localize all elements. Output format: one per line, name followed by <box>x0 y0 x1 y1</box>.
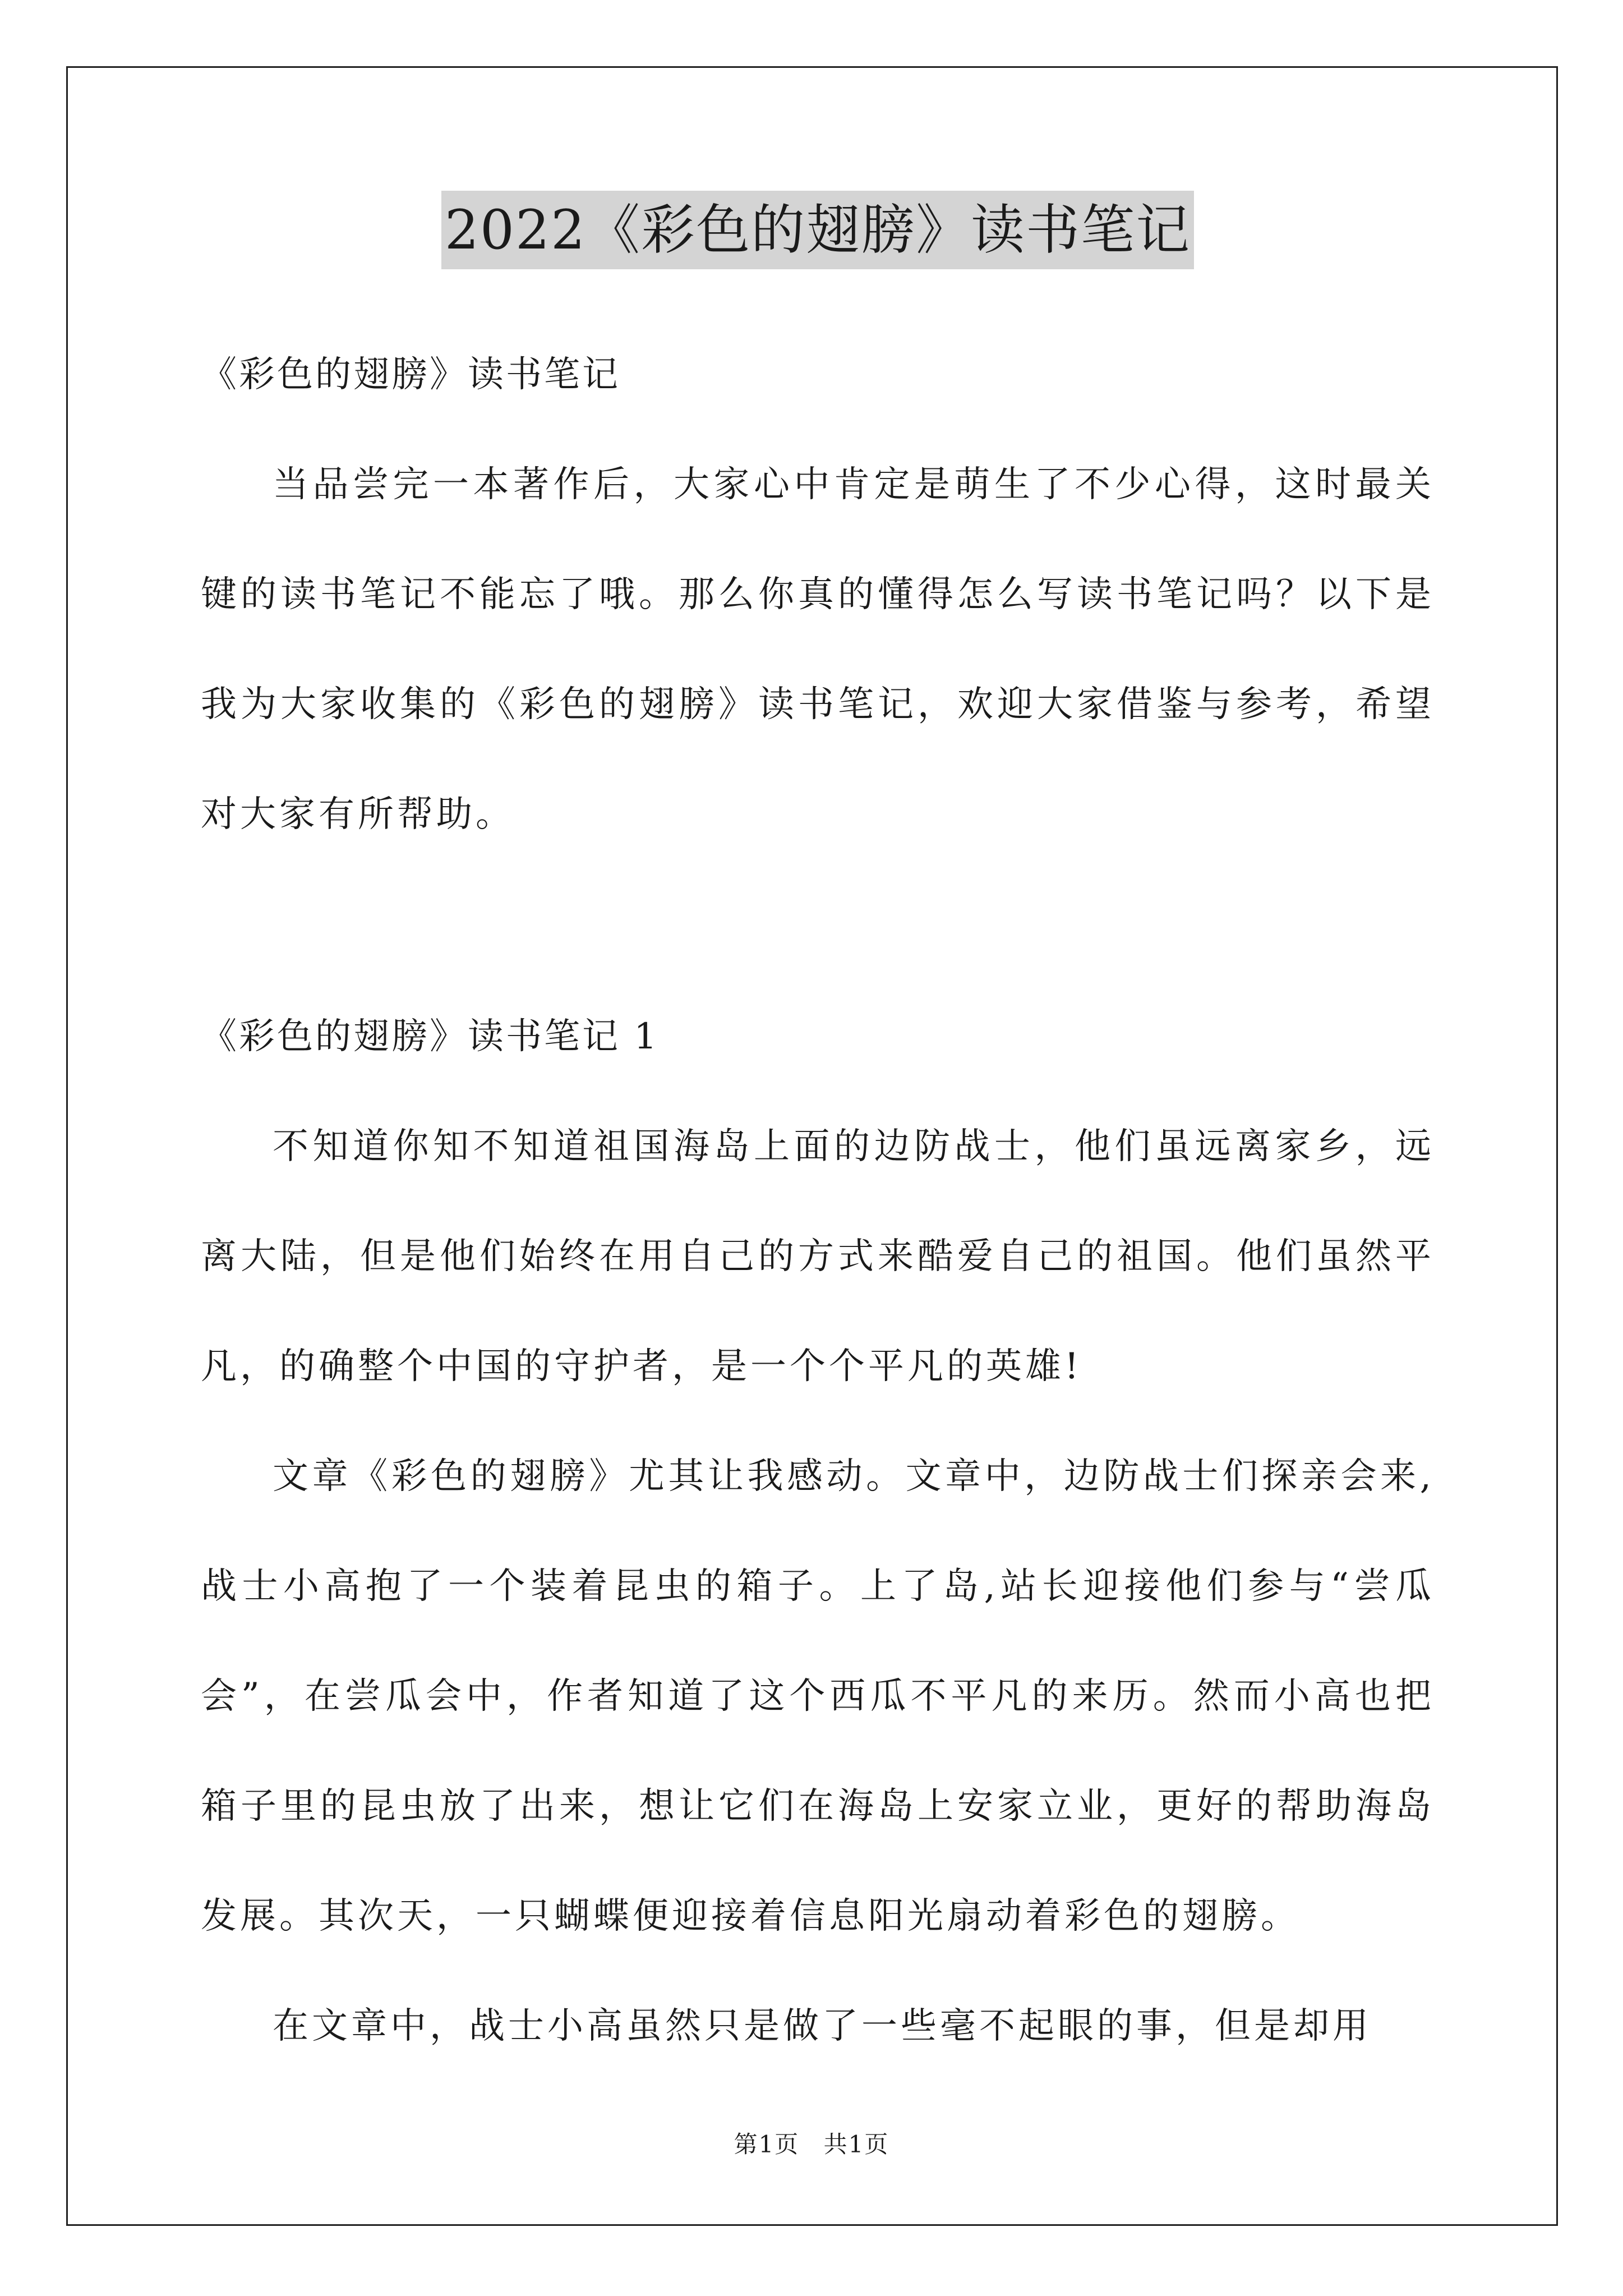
section-heading: 《彩色的翅膀》读书笔记 1 <box>201 1016 660 1057</box>
document-subtitle: 《彩色的翅膀》读书笔记 <box>201 354 620 395</box>
document-title: 2022《彩色的翅膀》读书笔记 <box>441 191 1194 269</box>
document-body <box>201 191 1435 2081</box>
body-paragraph: 不知道你知不知道祖国海岛上面的边防战士，他们虽远离家乡，远离大陆，但是他们始终在用自己的方式来酷爱自己的祖国。他们虽然平凡，的确整个中国的守护者，是一个个平凡的英雄! <box>201 1126 1435 1387</box>
page-footer <box>0 2126 1623 2160</box>
page-total: 共1页 <box>823 2131 889 2158</box>
title-block <box>201 191 1435 269</box>
intro-paragraph: 当品尝完一本著作后，大家心中肯定是萌生了不少心得，这时最关键的读书笔记不能忘了哦。那么你真的懂得怎么写读书笔记吗？以下是我为大家收集的《彩色的翅膀》读书笔记，欢迎大家借鉴与参考，希望对大家有所帮助。 <box>201 464 1435 835</box>
section-gap <box>201 869 1435 982</box>
body-paragraph: 文章《彩色的翅膀》尤其让我感动。文章中，边防战士们探亲会来,战士小高抱了一个装着昆虫的箱子。上了岛,站长迎接他们参与“尝瓜会”，在尝瓜会中，作者知道了这个西瓜不平凡的来历。然而小高也把箱子里的昆虫放了出来，想让它们在海岛上安家立业，更好的帮助海岛发展。其次天，一只蝴蝶便迎接着信息阳光扇动着彩色的翅膀。 <box>201 1456 1435 1937</box>
page-number: 第1页 <box>734 2131 800 2158</box>
body-paragraph: 在文章中，战士小高虽然只是做了一些毫不起眼的事，但是却用 <box>273 2005 1372 2047</box>
